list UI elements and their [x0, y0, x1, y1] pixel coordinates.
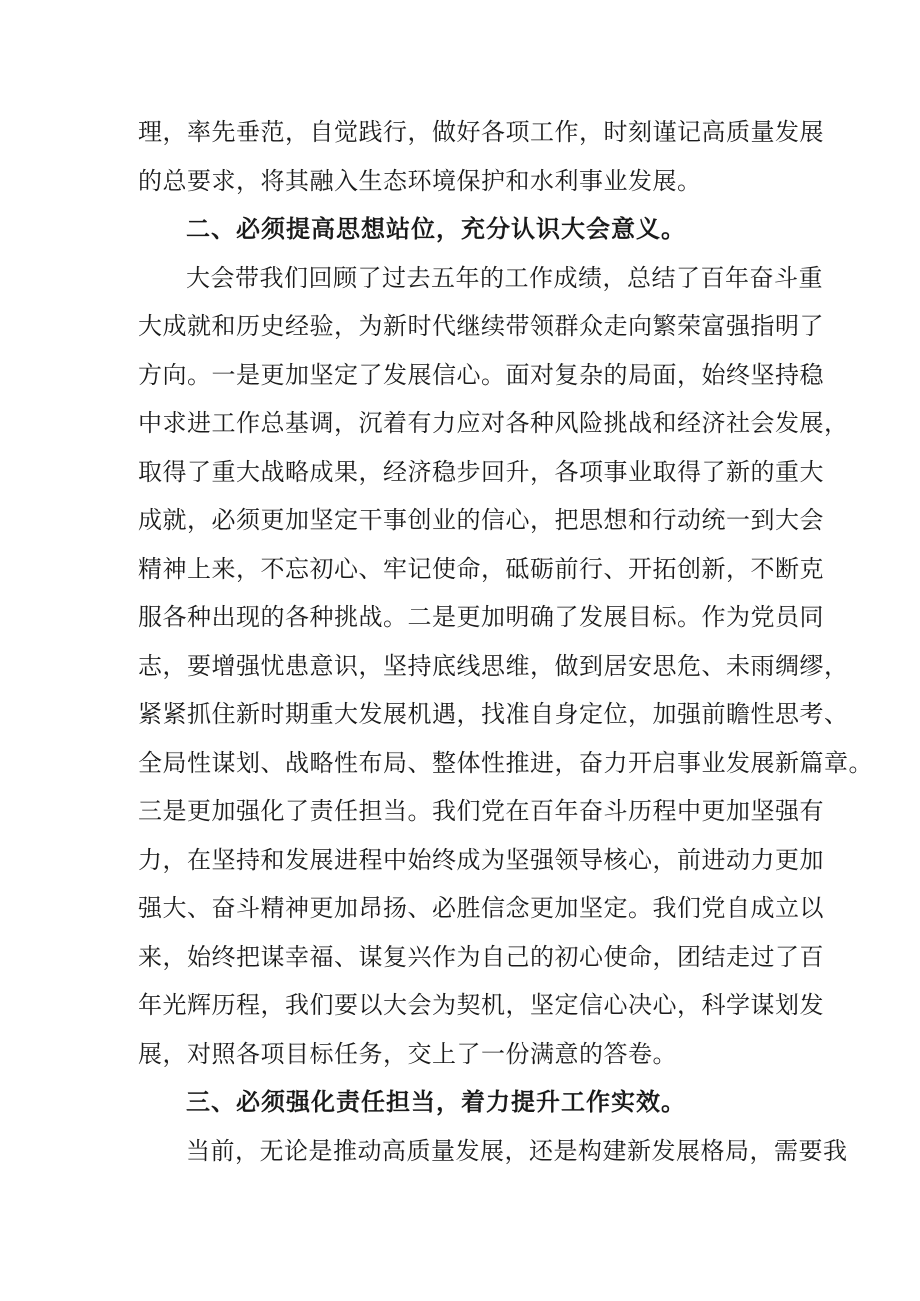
section-heading-3: 三、必须强化责任担当，着力提升工作实效。 — [186, 1088, 686, 1116]
paragraph-line: 志，要增强忧患意识，坚持底线思维，做到居安思危、未雨绸缪， — [138, 652, 849, 680]
paragraph-line: 强大、奋斗精神更加昂扬、必胜信念更加坚定。我们党自成立以 — [138, 894, 824, 922]
paragraph-line: 方向。一是更加坚定了发展信心。面对复杂的局面，始终坚持稳 — [138, 361, 824, 389]
paragraph-line: 全局性谋划、战略性布局、整体性推进，奋力开启事业发展新篇章。 — [138, 749, 873, 777]
paragraph-line: 理，率先垂范，自觉践行，做好各项工作，时刻谨记高质量发展 — [138, 118, 824, 146]
paragraph-line: 当前，无论是推动高质量发展，还是构建新发展格局，需要我 — [186, 1137, 848, 1165]
paragraph-line: 展，对照各项目标任务，交上了一份满意的答卷。 — [138, 1040, 677, 1068]
paragraph-line: 紧紧抓住新时期重大发展机遇，找准自身定位，加强前瞻性思考、 — [138, 700, 849, 728]
paragraph-line: 精神上来，不忘初心、牢记使命，砥砺前行、开拓创新，不断克 — [138, 555, 824, 583]
section-heading-2: 二、必须提高思想站位，充分认识大会意义。 — [186, 215, 686, 243]
paragraph-line: 成就，必须更加坚定干事创业的信心，把思想和行动统一到大会 — [138, 506, 824, 534]
paragraph-line: 年光辉历程，我们要以大会为契机，坚定信心决心，科学谋划发 — [138, 991, 824, 1019]
paragraph-line: 大会带我们回顾了过去五年的工作成绩，总结了百年奋斗重 — [186, 264, 823, 292]
paragraph-line: 服各种出现的各种挑战。二是更加明确了发展目标。作为党员同 — [138, 603, 824, 631]
paragraph-line: 来，始终把谋幸福、谋复兴作为自己的初心使命，团结走过了百 — [138, 943, 824, 971]
paragraph-line: 大成就和历史经验，为新时代继续带领群众走向繁荣富强指明了 — [138, 312, 824, 340]
paragraph-line: 取得了重大战略成果，经济稳步回升，各项事业取得了新的重大 — [138, 458, 824, 486]
paragraph-line: 的总要求，将其融入生态环境保护和水利事业发展。 — [138, 167, 702, 195]
paragraph-line: 中求进工作总基调，沉着有力应对各种风险挑战和经济社会发展， — [138, 409, 849, 437]
paragraph-line: 三是更加强化了责任担当。我们党在百年奋斗历程中更加坚强有 — [138, 797, 824, 825]
paragraph-line: 力，在坚持和发展进程中始终成为坚强领导核心，前进动力更加 — [138, 846, 824, 874]
